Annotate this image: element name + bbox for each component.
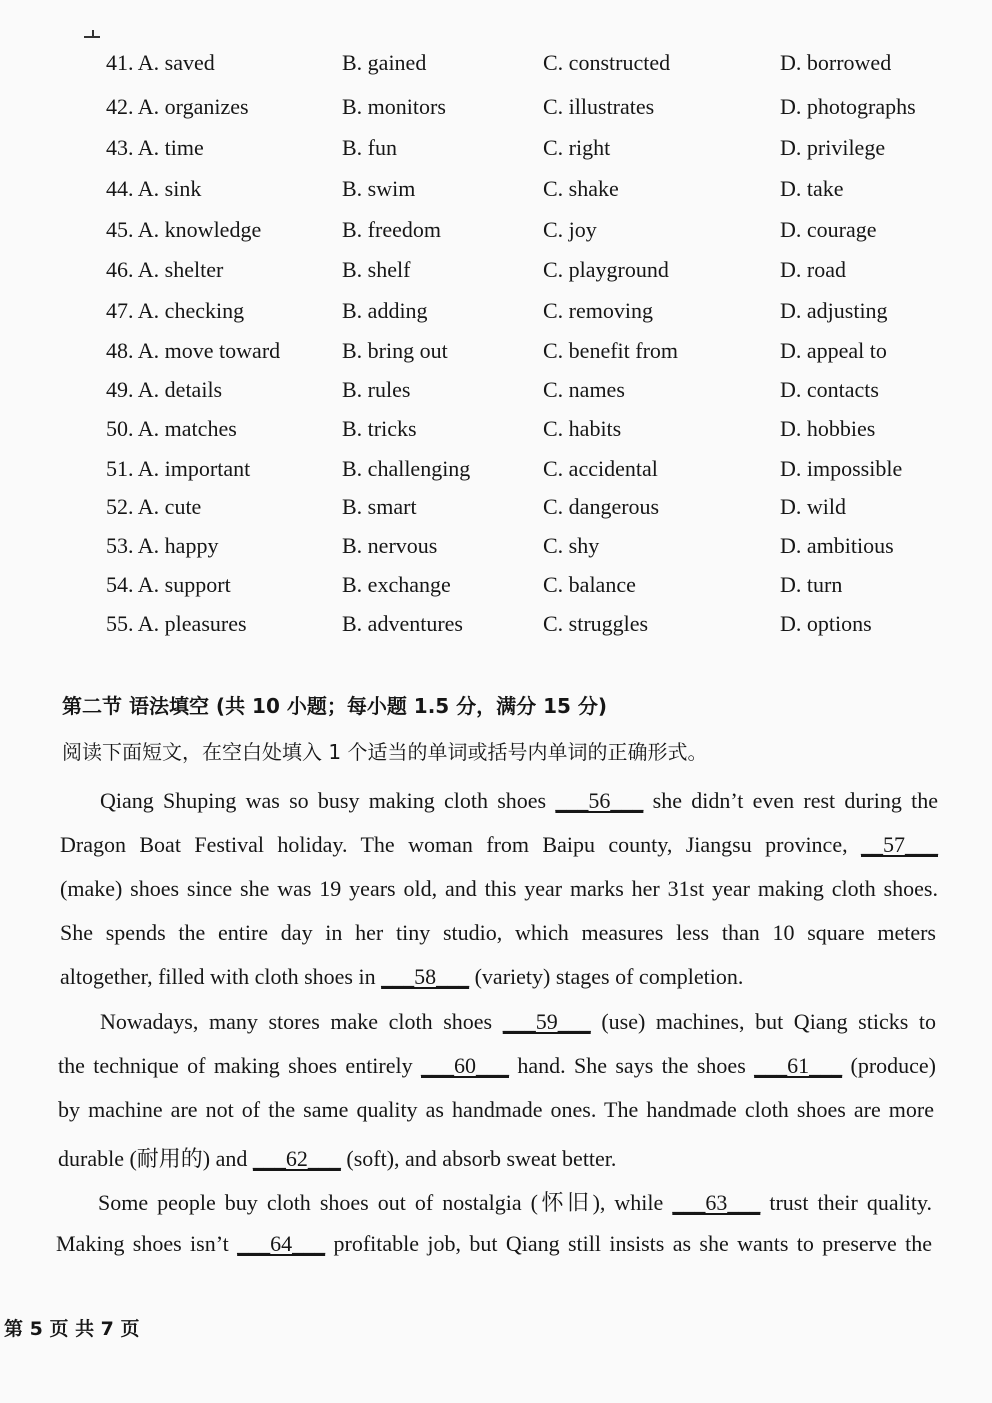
question-number: 55. bbox=[106, 611, 134, 636]
option-text: A. sink bbox=[137, 176, 202, 201]
option-text: A. knowledge bbox=[137, 217, 262, 242]
passage-line: She spends the entire day in her tiny studio, which measures less than 10 square meters bbox=[60, 920, 936, 945]
option-c: C. shake bbox=[543, 176, 619, 201]
blank-58: ___58___ bbox=[381, 964, 470, 989]
passage-line bbox=[58, 1053, 936, 1079]
passage-line bbox=[58, 1142, 616, 1173]
option-b: B. swim bbox=[342, 176, 416, 201]
option-a bbox=[106, 338, 280, 364]
passage-text: durable (耐用的) and bbox=[58, 1146, 253, 1171]
option-a bbox=[106, 533, 218, 559]
passage-text: the technique of making shoes entirely bbox=[58, 1053, 421, 1078]
passage-text: Nowadays, many stores make cloth shoes bbox=[100, 1009, 503, 1034]
question-number: 43. bbox=[106, 135, 134, 160]
option-c: C. constructed bbox=[543, 50, 671, 75]
blank-61: ___61___ bbox=[754, 1053, 843, 1078]
option-a bbox=[106, 456, 250, 482]
option-text: A. organizes bbox=[137, 94, 249, 119]
passage-line bbox=[100, 788, 938, 814]
option-c: C. playground bbox=[543, 257, 669, 282]
option-b: B. bring out bbox=[342, 338, 448, 363]
section-instruction: 阅读下面短文，在空白处填入 1 个适当的单词或括号内单词的正确形式。 bbox=[62, 740, 708, 764]
passage-text: Some people buy cloth shoes out of nostalgia (怀旧), while bbox=[98, 1190, 673, 1215]
passage-text: Dragon Boat Festival holiday. The woman from Baipu county, Jiangsu province, bbox=[60, 832, 861, 857]
option-a bbox=[106, 50, 215, 76]
blank-57: __57___ bbox=[861, 832, 938, 857]
question-row bbox=[0, 572, 992, 602]
option-b: B. freedom bbox=[342, 217, 441, 242]
question-number: 47. bbox=[106, 298, 134, 323]
question-number: 49. bbox=[106, 377, 134, 402]
question-row bbox=[0, 176, 992, 206]
passage-text: Making shoes isn’t bbox=[56, 1231, 238, 1256]
option-c: C. benefit from bbox=[543, 338, 679, 363]
option-d: D. borrowed bbox=[780, 50, 892, 75]
option-b: B. exchange bbox=[342, 572, 451, 597]
option-a bbox=[106, 257, 223, 283]
question-row bbox=[0, 338, 992, 368]
passage-line bbox=[60, 832, 938, 858]
question-row bbox=[0, 494, 992, 524]
passage-text: trust their quality. bbox=[760, 1190, 932, 1215]
passage-text: Qiang Shuping was so busy making cloth shoes bbox=[100, 788, 556, 813]
passage-text: hand. She says the shoes bbox=[509, 1053, 755, 1078]
passage-text: (soft), and absorb sweat better. bbox=[340, 1146, 617, 1171]
option-a bbox=[106, 494, 201, 520]
option-a bbox=[106, 572, 231, 598]
option-b: B. gained bbox=[342, 50, 427, 75]
option-b: B. tricks bbox=[342, 416, 417, 441]
option-a bbox=[106, 416, 237, 442]
option-b: B. nervous bbox=[342, 533, 438, 558]
option-a bbox=[106, 298, 244, 324]
blank-60: ___60___ bbox=[421, 1053, 509, 1078]
question-number: 45. bbox=[106, 217, 134, 242]
option-text: A. time bbox=[137, 135, 204, 160]
blank-63: ___63___ bbox=[672, 1190, 761, 1215]
option-a bbox=[106, 611, 247, 637]
option-a bbox=[106, 135, 204, 161]
blank-56: ___56___ bbox=[555, 788, 644, 813]
question-row bbox=[0, 298, 992, 328]
option-d: D. photographs bbox=[780, 94, 916, 119]
question-row bbox=[0, 135, 992, 165]
question-row bbox=[0, 377, 992, 407]
option-c: C. joy bbox=[543, 217, 597, 242]
option-c: C. right bbox=[543, 135, 611, 160]
passage-text: (produce) bbox=[842, 1053, 936, 1078]
passage-text: (variety) stages of completion. bbox=[469, 964, 744, 989]
question-number: 50. bbox=[106, 416, 134, 441]
question-number: 46. bbox=[106, 257, 134, 282]
corner-mark bbox=[84, 36, 100, 38]
option-a bbox=[106, 217, 261, 243]
question-number: 44. bbox=[106, 176, 134, 201]
passage-line: by machine are not of the same quality as handmade ones. The handmade cloth shoes are more bbox=[58, 1097, 934, 1122]
option-d: D. take bbox=[780, 176, 844, 201]
question-row bbox=[0, 257, 992, 287]
question-number: 53. bbox=[106, 533, 134, 558]
blank-59: ___59___ bbox=[502, 1009, 591, 1034]
option-text: A. happy bbox=[137, 533, 219, 558]
question-row bbox=[0, 217, 992, 247]
page-number: 第 5 页 共 7 页 bbox=[4, 1318, 140, 1340]
option-d: D. impossible bbox=[780, 456, 903, 481]
option-b: B. challenging bbox=[342, 456, 471, 481]
question-number: 48. bbox=[106, 338, 134, 363]
option-text: A. saved bbox=[137, 50, 215, 75]
passage-text: profitable job, but Qiang still insists as she wants to preserve the bbox=[325, 1231, 933, 1256]
passage-text: (use) machines, but Qiang sticks to bbox=[590, 1009, 936, 1034]
question-row bbox=[0, 533, 992, 563]
option-text: A. important bbox=[137, 456, 251, 481]
option-b: B. shelf bbox=[342, 257, 411, 282]
option-text: A. cute bbox=[137, 494, 202, 519]
option-b: B. fun bbox=[342, 135, 397, 160]
option-a bbox=[106, 94, 249, 120]
passage-line bbox=[56, 1231, 932, 1257]
option-text: A. matches bbox=[137, 416, 237, 441]
option-d: D. options bbox=[780, 611, 872, 636]
option-c: C. accidental bbox=[543, 456, 658, 481]
blank-64: ___64___ bbox=[237, 1231, 326, 1256]
passage-line bbox=[60, 964, 743, 990]
option-text: A. details bbox=[137, 377, 223, 402]
option-b: B. adding bbox=[342, 298, 428, 323]
option-c: C. shy bbox=[543, 533, 600, 558]
option-a bbox=[106, 176, 201, 202]
option-d: D. contacts bbox=[780, 377, 879, 402]
question-number: 41. bbox=[106, 50, 134, 75]
question-row bbox=[0, 416, 992, 446]
section-title: 第二节 语法填空 (共 10 小题；每小题 1.5 分，满分 15 分) bbox=[62, 694, 608, 718]
option-text: A. shelter bbox=[137, 257, 224, 282]
option-c: C. dangerous bbox=[543, 494, 660, 519]
option-c: C. names bbox=[543, 377, 625, 402]
question-number: 54. bbox=[106, 572, 134, 597]
option-b: B. smart bbox=[342, 494, 417, 519]
question-row bbox=[0, 94, 992, 124]
option-d: D. privilege bbox=[780, 135, 886, 160]
question-row bbox=[0, 611, 992, 641]
passage-line bbox=[98, 1186, 932, 1217]
option-d: D. turn bbox=[780, 572, 843, 597]
option-d: D. appeal to bbox=[780, 338, 887, 363]
question-number: 42. bbox=[106, 94, 134, 119]
option-a bbox=[106, 377, 222, 403]
option-c: C. struggles bbox=[543, 611, 649, 636]
option-text: A. checking bbox=[137, 298, 245, 323]
option-b: B. adventures bbox=[342, 611, 463, 636]
question-row bbox=[0, 50, 992, 80]
option-b: B. monitors bbox=[342, 94, 446, 119]
option-c: C. illustrates bbox=[543, 94, 655, 119]
passage-line bbox=[100, 1009, 936, 1035]
option-c: C. removing bbox=[543, 298, 653, 323]
option-d: D. adjusting bbox=[780, 298, 888, 323]
question-number: 51. bbox=[106, 456, 134, 481]
question-row bbox=[0, 456, 992, 486]
blank-62: ___62___ bbox=[252, 1146, 341, 1171]
passage-line: (make) shoes since she was 19 years old, and this year marks her 31st year making cloth shoes. bbox=[60, 876, 938, 901]
option-c: C. habits bbox=[543, 416, 622, 441]
question-number: 52. bbox=[106, 494, 134, 519]
option-d: D. wild bbox=[780, 494, 846, 519]
option-b: B. rules bbox=[342, 377, 411, 402]
option-text: A. pleasures bbox=[137, 611, 247, 636]
passage-text: altogether, filled with cloth shoes in bbox=[60, 964, 382, 989]
option-text: A. support bbox=[137, 572, 231, 597]
option-d: D. hobbies bbox=[780, 416, 876, 441]
option-text: A. move toward bbox=[137, 338, 281, 363]
passage-text: she didn’t even rest during the bbox=[643, 788, 938, 813]
option-d: D. courage bbox=[780, 217, 877, 242]
option-d: D. road bbox=[780, 257, 846, 282]
option-c: C. balance bbox=[543, 572, 636, 597]
option-d: D. ambitious bbox=[780, 533, 894, 558]
